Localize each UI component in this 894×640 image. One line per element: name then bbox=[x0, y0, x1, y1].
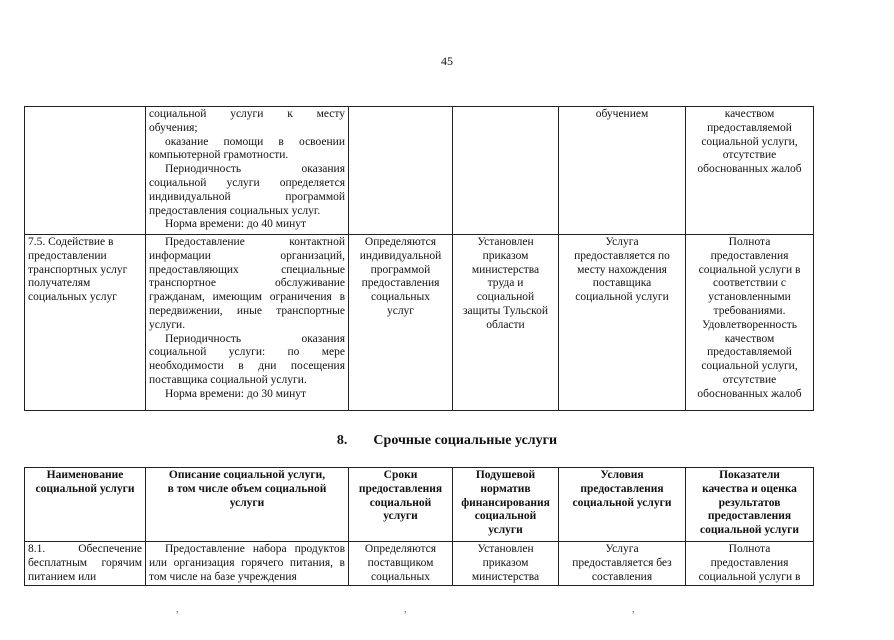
text-line: соответствии с bbox=[713, 277, 786, 290]
text-line: Периодичность оказания bbox=[165, 163, 345, 176]
section-number: 8. bbox=[336, 433, 348, 448]
text-line: Установлен bbox=[477, 236, 534, 248]
text-line: программой bbox=[370, 263, 431, 276]
text-line: социальной услуги, bbox=[701, 135, 798, 148]
text-line: Полнота bbox=[728, 236, 771, 248]
normative-cell bbox=[453, 107, 559, 235]
text-line: Описание социальной услуги, bbox=[168, 469, 326, 481]
text-line: оказание помощи в освоении bbox=[165, 135, 345, 148]
text-line: труда и bbox=[487, 277, 524, 290]
description-cell bbox=[146, 542, 349, 586]
text-line: питанием или bbox=[28, 570, 97, 583]
urgent-services-table bbox=[24, 467, 814, 586]
normative-cell bbox=[453, 235, 559, 411]
header-indicators bbox=[686, 468, 814, 542]
indicators-cell bbox=[686, 542, 814, 586]
text-line: Норма времени: до 30 минут bbox=[165, 387, 307, 400]
text-line: качеством bbox=[724, 332, 775, 345]
text-line: необходимости в дни посещения bbox=[149, 360, 345, 373]
text-line: норматив bbox=[480, 482, 531, 495]
text-line: предоставления bbox=[358, 482, 443, 495]
text-line: требованиями. bbox=[713, 304, 786, 317]
header-description bbox=[146, 468, 349, 542]
name-cell bbox=[25, 107, 146, 235]
services-table-continued bbox=[24, 106, 814, 411]
text-line: услуги bbox=[229, 496, 265, 509]
text-line: социальной услуги в bbox=[698, 570, 801, 583]
text-line: качеством bbox=[724, 108, 775, 120]
text-line: Удовлетворенность bbox=[702, 318, 797, 331]
text-line: приказом bbox=[482, 249, 529, 262]
text-line: отсутствие bbox=[722, 149, 777, 162]
header-normative bbox=[453, 468, 559, 542]
conditions-cell bbox=[559, 235, 686, 411]
header-name bbox=[25, 468, 146, 542]
header-row bbox=[25, 468, 814, 542]
text-line: министерства bbox=[471, 263, 540, 276]
text-line: получателям bbox=[28, 277, 91, 290]
text-line: социальной услуги определяется bbox=[149, 176, 345, 189]
text-line: Полнота bbox=[728, 543, 771, 555]
header-conditions bbox=[559, 468, 686, 542]
text-line: обучения; bbox=[149, 121, 198, 134]
text-line: предоставляемой bbox=[707, 121, 792, 134]
text-line: передвижении, иные транспортные bbox=[149, 304, 345, 317]
text-line: составления bbox=[591, 570, 653, 583]
text-line: поставщика социальной услуги. bbox=[149, 373, 307, 386]
text-line: социальной услуги bbox=[572, 496, 672, 509]
text-line: предоставления bbox=[361, 277, 440, 290]
text-line: Условия bbox=[600, 469, 644, 481]
text-line: гражданам, имеющим ограничения в bbox=[149, 291, 345, 304]
text-line: том числе на базе учреждения bbox=[149, 570, 297, 583]
text-line: предоставления bbox=[707, 510, 792, 523]
text-line: индивидуальной программой bbox=[149, 190, 345, 203]
text-line: Предоставление набора продуктов bbox=[165, 543, 345, 555]
text-line: приказом bbox=[482, 556, 529, 569]
text-line: предоставляемой bbox=[707, 346, 792, 359]
text-line: услуги bbox=[383, 510, 418, 523]
text-line: Предоставление контактной bbox=[165, 236, 345, 248]
indicators-cell bbox=[686, 107, 814, 235]
text-line: компьютерной грамотности. bbox=[149, 149, 289, 162]
name-cell bbox=[25, 235, 146, 411]
text-line: социальных bbox=[371, 291, 430, 304]
text-line: установленными bbox=[708, 291, 791, 304]
text-line: социальной bbox=[369, 496, 432, 509]
text-line: услуг bbox=[386, 304, 415, 317]
scan-mark: , bbox=[404, 604, 407, 615]
text-line: области bbox=[486, 318, 525, 331]
text-line: результатов bbox=[718, 496, 781, 509]
text-line: обоснованных жалоб bbox=[697, 163, 802, 176]
text-line: Периодичность оказания bbox=[165, 332, 345, 345]
normative-cell bbox=[453, 542, 559, 586]
text-line: услуги bbox=[488, 524, 523, 537]
text-line: Определяются bbox=[364, 236, 437, 248]
text-line: информации организаций, bbox=[149, 249, 345, 262]
table-row bbox=[25, 107, 814, 235]
description-cell bbox=[146, 107, 349, 235]
terms-cell bbox=[349, 542, 453, 586]
text-line: предоставляется по bbox=[574, 249, 670, 262]
scan-mark: , bbox=[176, 604, 179, 615]
text-line: социальной услуги bbox=[700, 524, 799, 537]
conditions-cell bbox=[559, 542, 686, 586]
description-cell bbox=[146, 235, 349, 411]
name-cell bbox=[25, 542, 146, 586]
text-line: транспортное обслуживание bbox=[149, 277, 345, 290]
text-line: социальных услуг bbox=[28, 291, 117, 304]
text-line: социальной bbox=[476, 291, 535, 304]
table-row bbox=[25, 235, 814, 411]
text-line: Подушевой bbox=[475, 469, 536, 481]
terms-cell bbox=[349, 235, 453, 411]
text-line: предоставления bbox=[710, 249, 789, 262]
text-line: предоставляется без bbox=[572, 556, 672, 569]
text-line: отсутствие bbox=[722, 373, 777, 386]
text-line: Установлен bbox=[477, 543, 534, 555]
text-line: услуги. bbox=[149, 318, 186, 331]
text-line: Наименование bbox=[46, 469, 124, 481]
text-line: индивидуальной bbox=[359, 249, 442, 262]
text-line: предоставления bbox=[580, 482, 664, 495]
text-line: социальной bbox=[474, 510, 537, 523]
terms-cell bbox=[349, 107, 453, 235]
text-line: месту нахождения bbox=[577, 263, 667, 276]
text-line: предоставлении bbox=[28, 249, 107, 262]
text-line: обоснованных жалоб bbox=[697, 387, 802, 400]
text-line: министерства bbox=[471, 570, 540, 583]
text-line: Показатели bbox=[719, 469, 780, 481]
text-line: 7.5. Содействие в bbox=[28, 236, 114, 248]
page-number: 45 bbox=[441, 54, 453, 68]
text-line: 8.1. Обеспечение bbox=[28, 543, 142, 555]
text-line: Сроки bbox=[383, 469, 418, 481]
text-line: социальной услуги: по мере bbox=[149, 346, 345, 359]
text-line: социальной услуги, bbox=[701, 360, 798, 373]
scan-marks bbox=[0, 604, 894, 614]
text-line: транспортных услуг bbox=[28, 263, 128, 276]
text-line: предоставления bbox=[710, 556, 789, 569]
text-line: качества и оценка bbox=[702, 482, 797, 495]
header-terms bbox=[349, 468, 453, 542]
text-line: финансирования bbox=[461, 496, 550, 509]
text-line: социальных bbox=[371, 570, 430, 583]
text-line: бесплатным горячим bbox=[28, 556, 142, 569]
text-line: предоставления социальных услуг. bbox=[149, 204, 321, 217]
scan-mark: , bbox=[632, 604, 635, 615]
text-line: поставщика bbox=[592, 277, 652, 290]
indicators-cell bbox=[686, 235, 814, 411]
text-line: социальной услуги в bbox=[698, 263, 801, 276]
text-line: предоставляющих специальные bbox=[149, 263, 345, 276]
text-line: Норма времени: до 40 минут bbox=[165, 218, 307, 231]
conditions-cell: обучением bbox=[559, 107, 686, 235]
section-heading bbox=[0, 433, 894, 449]
text-line: Услуга bbox=[605, 236, 639, 248]
table-row bbox=[25, 542, 814, 586]
text-line: поставщиком bbox=[367, 556, 434, 569]
text-line: социальной услуги к месту bbox=[149, 108, 345, 120]
text-line: или организация горячего питания, в bbox=[149, 556, 345, 569]
text-line: Услуга bbox=[605, 543, 639, 555]
text-line: в том числе объем социальной bbox=[167, 482, 327, 495]
section-title: Срочные социальные услуги bbox=[373, 433, 558, 448]
text-line: Определяются bbox=[364, 543, 437, 555]
text-line: защиты Тульской bbox=[463, 304, 548, 317]
text-line: социальной услуги bbox=[35, 482, 135, 495]
text-line: социальной услуги bbox=[575, 291, 669, 304]
